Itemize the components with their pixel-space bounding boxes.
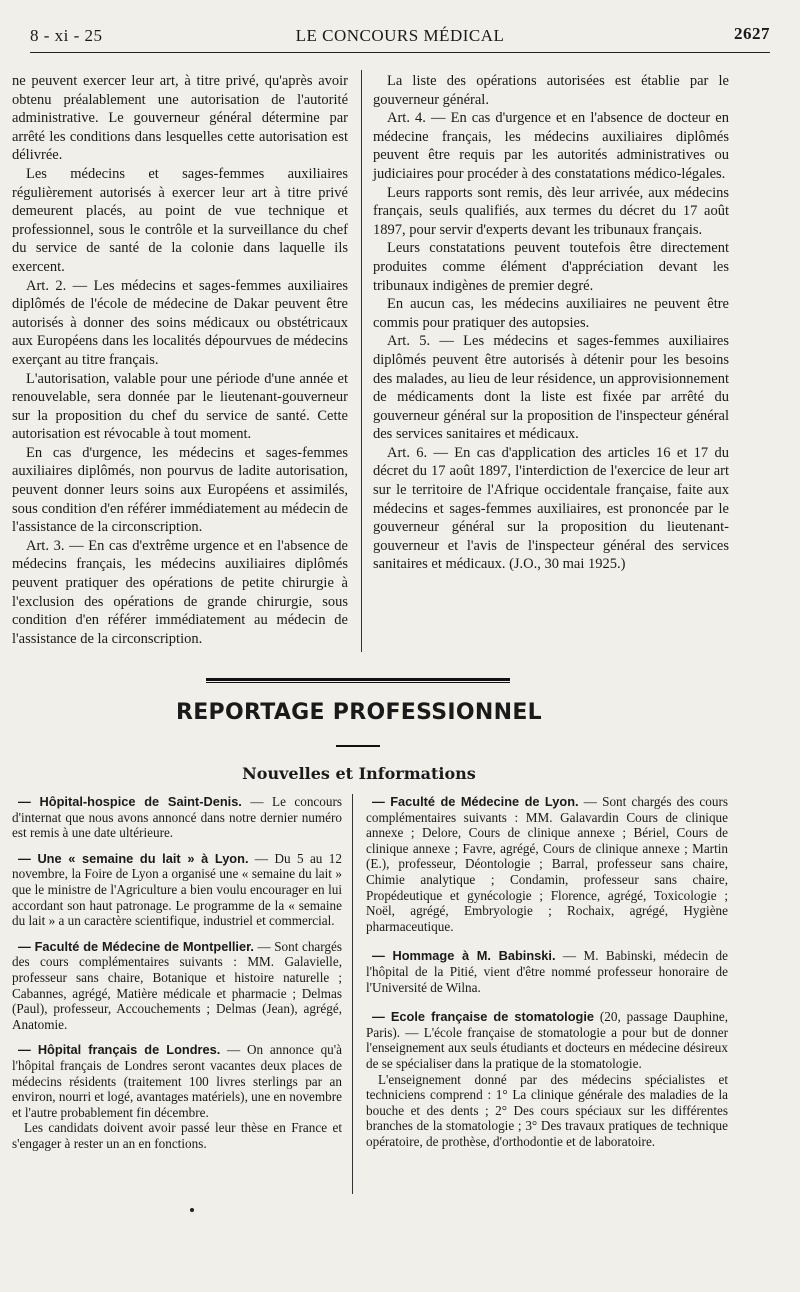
article-paragraph: Art. 2. — Les médecins et sages-femmes auxiliaires diplômés de l'école de médecine de Dakar peuvent être autorisés à donner des soins médicaux ou obstétricaux aux Européens dans les localités dépourvues de médecins exerçant au titre français. [12,277,348,368]
column-divider [361,70,362,652]
section-rule [206,678,510,683]
page-number: 2627 [734,24,770,43]
news-column-divider [352,794,353,1194]
news-item-text: — Du 5 au 12 novembre, la Foire de Lyon a organisé une « semaine du lait » que le ministre de l'Agriculture a bien voulu encourager en lui accordant son haut patronage. Le programme de la « semaine du lait » a un caractère scientifique, industriel et commercial. [12,850,342,929]
news-item-title: — Ecole française de stomatologie [372,1009,595,1025]
article-column-left [12,72,348,648]
article-paragraph: Art. 5. — Les médecins et sages-femmes auxiliaires diplômés peuvent être autorisés à détenir pour les besoins des malades, au lieu de leur résidence, un approvisionnement de médicaments dont la liste est fixée par arrêté du gouverneur général sur la proposition de l'inspecteur général des services sanitaires et médicaux. [373,333,729,443]
section-title: REPORTAGE PROFESSIONNEL [175,700,542,725]
article-paragraph: Art. 3. — En cas d'extrême urgence et en l'absence de médecins français, les médecins auxiliaires diplômés peuvent pratiquer des opérations de petite chirurgie à l'exclusion des opérations de grande chirurgie, sous condition d'en référer immédiatement au médecin de l'assistance de la circonscription. [12,537,348,647]
news-item-title: — Hommage à M. Babinski. [372,948,556,964]
news-item-title: — Hôpital-hospice de Saint-Denis. [18,794,242,809]
article-paragraph: Art. 6. — En cas d'application des articles 16 et 17 du décret du 17 août 1897, l'interdiction de l'exercice de leur art sur le territoire de l'Afrique occidentale française, faite aux médecins et sages-femmes auxiliaires, est prononcée par le gouverneur général sur la proposition du lieutenant-gouverneur et l'avis de l'inspecteur général des services sanitaires et médicaux. (J.O., 30 mai 1925.) [373,444,729,573]
news-item [12,1042,342,1120]
news-item-text: — M. Babinski, médecin de l'hôpital de la Pitié, vient d'être nommé professeur honoraire de l'Université de Wilna. [366,948,729,995]
ink-dot [190,1208,194,1212]
article-paragraph: En cas d'urgence, les médecins et sages-femmes auxiliaires diplômés, non pourvus de ladite autorisation, peuvent donner leurs soins aux Européens et assimilés, sous condition d'en référer immédiatement au médecin de l'assistance de la circonscription. [12,444,348,536]
article-paragraph: Leurs constatations peuvent toutefois être directement produites comme élément d'appréciation devant les tribunaux indigènes de premier degré. [373,240,729,294]
article-paragraph: Leurs rapports sont remis, dès leur arrivée, aux médecins français, seuls qualifiés, aux termes du décret du 17 août 1897, pour servir d'experts devant les tribunaux français. [373,184,729,238]
news-item-title: — Faculté de Médecine de Montpellier. [18,938,254,954]
news-item-continuation: L'enseignement donné par des médecins spécialistes et techniciens comprend : 1° La clinique générale des maladies de la bouche et des dents ; 2° Des cours spéciaux sur les différentes branches de la stomatologie ; 3° Des travaux pratiques de technique opératoire, de prothèse, d'orthodontie et de laboratoire. [366,1071,728,1149]
news-item-title: — Une « semaine du lait » à Lyon. [18,850,249,866]
section-short-rule [336,745,380,747]
article-paragraph: L'autorisation, valable pour une période d'une année et renouvelable, sera donnée par le lieutenant-gouverneur sur la proposition du chef du service de santé. Cette autorisation est révocable à tout moment. [12,370,348,443]
article-column-right [373,72,729,574]
news-item-text: — Le concours d'internat que nous avons annoncé dans notre dernier numéro est remis à une date ultérieure. [12,794,342,841]
article-paragraph: La liste des opérations autorisées est établie par le gouverneur général. [373,73,729,108]
page-header [30,22,770,50]
news-item-text: — On annonce qu'à l'hôpital français de Londres seront vacantes deux places de médecins résidents (traitement 100 livres sterlings par an environ, nourri et logé, avantages matériels), une en novembre et l'autre probablement fin décembre. [12,1042,342,1120]
article-paragraph: Les médecins et sages-femmes auxiliaires régulièrement autorisés à exercer leur art à titre privé demeurent placés, au point de vue technique et professionnel, sous le contrôle et la surveillance du chef du service de santé de la colonie dans laquelle ils exercent. [12,165,348,275]
journal-title: LE CONCOURS MÉDICAL [295,26,505,45]
news-column-left [12,794,342,1151]
news-item [366,1009,728,1071]
section-subtitle: Nouvelles et Informations [242,764,476,783]
news-column-right [366,794,728,1149]
news-item [366,794,728,934]
news-item [366,948,728,995]
news-item [12,851,342,929]
news-item-text: — Sont chargés des cours complémentaires suivants : MM. Galavardin Cours de clinique annexe ; Delore, Cours de clinique annexe ; Bériel, Cours de clinique annexe ; Favre, agrégé, Cours de clinique annexe ; Martin (E.), professeur, Déontologie ; Barral, professeur sans chaire, Chimie analytique ; Condamin, professeur sans chaire, Propédeutique et gynécologie ; Florence, agrégé, Toxicologie ; Noël, agrégé, Embryologie ; Rochaix, agrégé, Hygiène pharmaceutique. [366,794,728,934]
article-paragraph: Art. 4. — En cas d'urgence et en l'absence de docteur en médecine français, les médecins auxiliaires diplômés peuvent être requis par les autorités administratives ou judiciaires pour procéder à des constatations médico-légales. [373,110,729,182]
article-paragraph: ne peuvent exercer leur art, à titre privé, qu'après avoir obtenu préalablement une autorisation de l'autorité administrative. Le gouverneur général détermine par arrêté les conditions dans lesquelles cette autorisation est délivrée. [12,73,348,164]
news-item-text: — Sont chargés des cours complémentaires suivants : MM. Galavielle, professeur sans chaire, Botanique et histoire naturelle ; Cabannes, agrégé, Matière médicale et pharmacie ; Delmas (Paul), professeur, Accouchements ; Delmas (Jean), agrégé, Anatomie. [12,938,342,1032]
issue-date: 8 - xi - 25 [30,26,103,45]
article-paragraph: En aucun cas, les médecins auxiliaires ne peuvent être commis pour pratiquer des autopsies. [373,296,729,331]
news-item-text: (20, passage Dauphine, Paris). — L'école française de stomatologie a pour but de donner l'enseignement aux seuls étudiants et docteurs en médecine désireux de se spécialiser dans la pratique de la stomatologie. [366,1009,728,1071]
news-item [12,794,342,841]
news-item [12,939,342,1033]
news-item-continuation: Les candidats doivent avoir passé leur thèse en France et s'engager à rester un an en fonctions. [12,1120,342,1151]
news-item-title: — Faculté de Médecine de Lyon. [372,794,579,809]
header-rule [30,52,770,53]
news-item-title: — Hôpital français de Londres. [18,1042,221,1058]
